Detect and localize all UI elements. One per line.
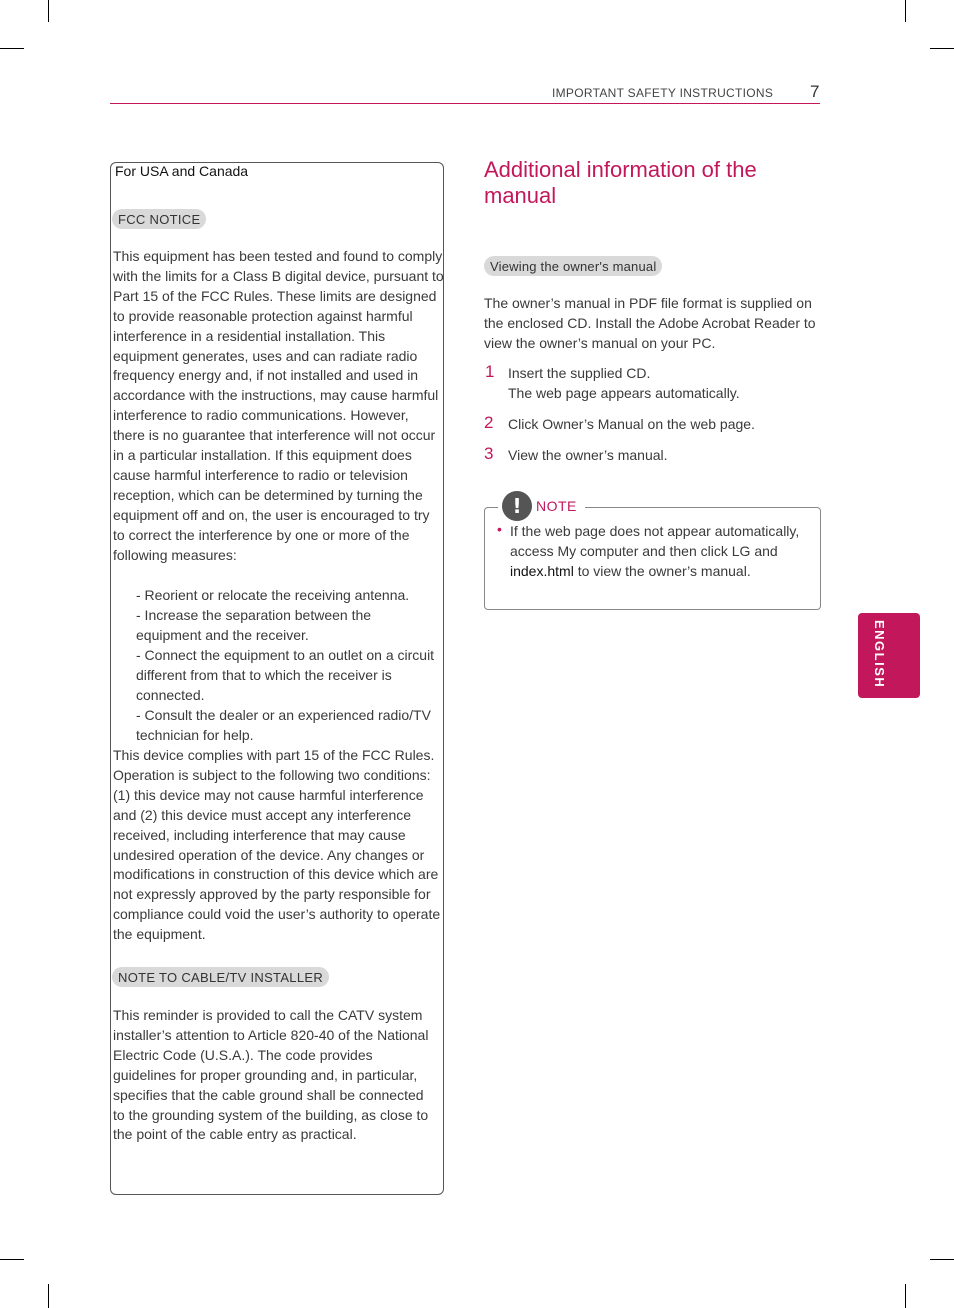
step-number: 1: [485, 362, 495, 381]
step-number: 3: [484, 444, 494, 463]
note-label: NOTE: [536, 498, 577, 514]
bullet-icon: •: [497, 521, 502, 537]
step-line: The web page appears automatically.: [508, 385, 740, 401]
step-text: [508, 363, 740, 403]
note-text-end: to view the owner’s manual.: [573, 563, 751, 579]
fcc-notice-label: FCC NOTICE: [112, 209, 206, 229]
measure-item: - Reorient or relocate the receiving antenna.: [136, 587, 410, 603]
crop-mark: [930, 1259, 954, 1260]
crop-mark: [48, 1284, 49, 1308]
box-title: For USA and Canada: [115, 163, 249, 179]
note-header: [498, 491, 585, 521]
compliance-paragraph: This device complies with part 15 of the FCC Rules. Operation is subject to the following two conditions: (1) this device may not cause harmful interference and (2) this device must accept any interference received, including interference that may cause undesired operation of the device. Any changes or modifications in construction of this device which are not expressly approved by the party responsible for compliance could void the user’s authority to operate the equipment.: [113, 747, 441, 943]
note-text: [510, 521, 800, 581]
intro-paragraph: The owner’s manual in PDF file format is supplied on the enclosed CD. Install the Adobe Acrobat Reader to view the owner’s manual on your PC.: [484, 295, 816, 351]
running-header: IMPORTANT SAFETY INSTRUCTIONS: [552, 86, 774, 100]
crop-mark: [930, 48, 954, 49]
page-number: 7: [810, 82, 820, 101]
installer-note-label: NOTE TO CABLE/TV INSTALLER: [112, 967, 329, 987]
language-tab-label: ENGLISH: [872, 620, 887, 689]
crop-mark: [48, 0, 49, 22]
step-line: Insert the supplied CD.: [508, 365, 651, 381]
fcc-notice-paragraph: This equipment has been tested and found to comply with the limits for a Class B digital device, pursuant to Part 15 of the FCC Rules. These limits are designed to provide reasonable protection against harmful interference in a residential installation. This equipment generates, uses and can radiate radio frequency energy and, if not installed and used in accordance with the instructions, may cause harmful interference to radio communications. However, there is no guarantee that interference will not occur in a particular installation. If this equipment does cause harmful interference to radio or television reception, which can be determined by turning the equipment off and on, the user is encouraged to try to correct the interference by one or more of the following measures:: [113, 248, 444, 563]
subheading-label: Viewing the owner's manual: [484, 256, 662, 276]
section-title: Additional information of the manual: [484, 157, 757, 208]
note-text-start: If the web page does not appear automatically, access My computer and then click LG and: [510, 523, 800, 559]
measure-item: - Increase the separation between the equipment and the receiver.: [136, 607, 372, 643]
crop-mark: [0, 48, 24, 49]
crop-mark: [905, 0, 906, 22]
filename: index.html: [510, 563, 574, 579]
step-number: 2: [484, 413, 494, 432]
step-text: Click Owner’s Manual on the web page.: [508, 416, 755, 432]
crop-mark: [0, 1259, 24, 1260]
installer-paragraph: This reminder is provided to call the CATV system installer’s attention to Article 820-40 of the National Electric Code (U.S.A.). The code provides guidelines for proper grounding and, in particular, specifies that the cable ground shall be connected to the grounding system of the building, as close to the point of the cable entry as practical.: [113, 1007, 429, 1143]
step-text: View the owner’s manual.: [508, 447, 668, 463]
measure-item: - Connect the equipment to an outlet on a circuit different from that to which the receiver is connected.: [136, 647, 435, 703]
header-divider: [110, 103, 820, 104]
measure-item: - Consult the dealer or an experienced radio/TV technician for help.: [136, 707, 431, 743]
language-tab: [858, 613, 920, 698]
exclamation-icon: !: [502, 491, 532, 521]
crop-mark: [905, 1284, 906, 1308]
